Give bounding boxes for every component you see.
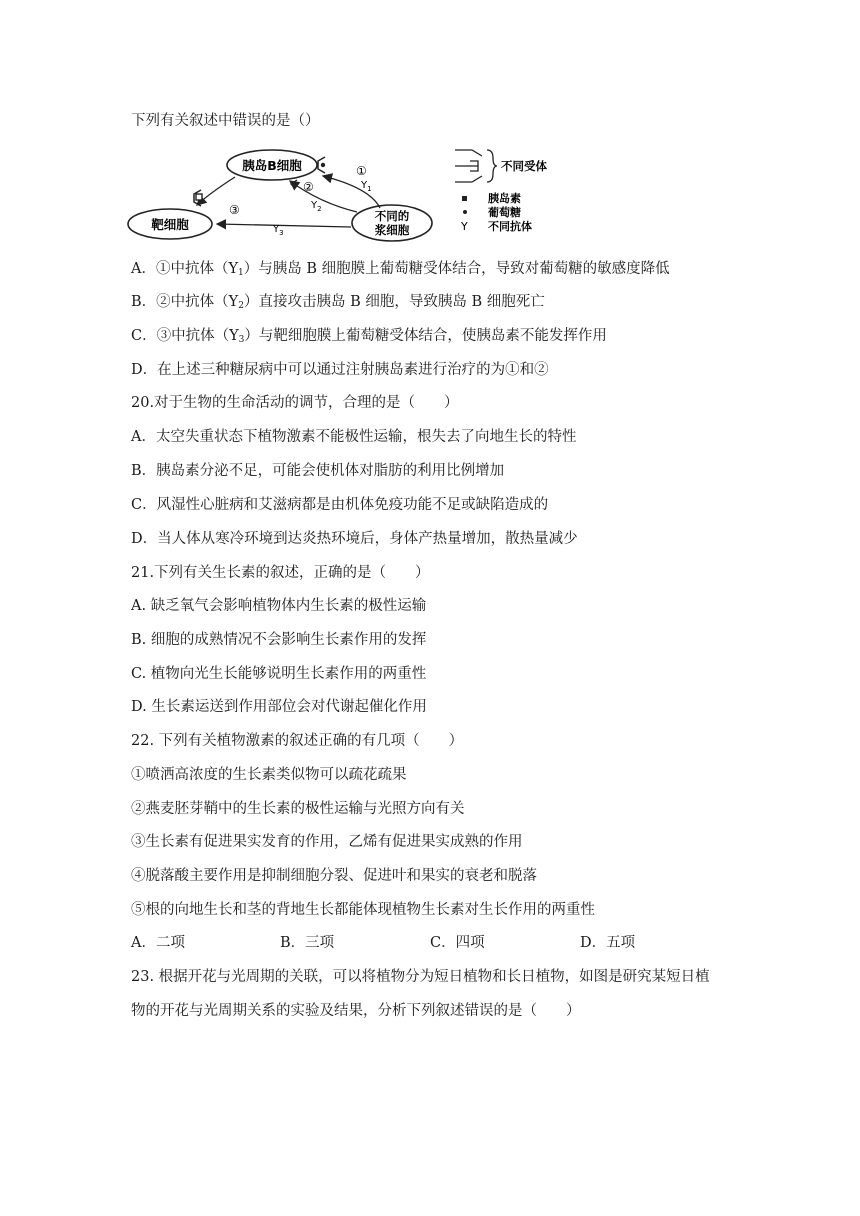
legend: [455, 150, 547, 233]
legend-insulin: 胰岛素: [488, 192, 521, 205]
q21-option-b: B. 细胞的成熟情况不会影响生长素作用的发挥: [131, 632, 427, 648]
q20-option-b: B．胰岛素分泌不足，可能会使机体对脂肪的利用比例增加: [131, 463, 505, 479]
q22-option-a: A．二项: [131, 935, 185, 951]
legend-glucose-symbol: [463, 210, 467, 214]
y2-label: $Y_2$: [311, 200, 322, 213]
q21-option-a: A. 缺乏氧气会影响植物体内生长素的极性运输: [131, 598, 427, 614]
glucose-dot: [321, 163, 325, 167]
arrow-y2: [290, 181, 357, 212]
b-cell-label: 胰岛B细胞: [242, 158, 302, 173]
target-cell-label: 靶细胞: [151, 217, 189, 232]
q20-option-c: C．风湿性心脏病和艾滋病都是由机体免疫功能不足或缺陷造成的: [131, 497, 549, 513]
mark-2: ②: [303, 180, 314, 194]
plasma-cell-label-2: 浆细胞: [374, 223, 410, 237]
arrow-y3: [217, 224, 351, 227]
q20-option-a: A．太空失重状态下植物激素不能极性运输，根失去了向地生长的特性: [131, 429, 577, 445]
arrow-insulin: [197, 177, 235, 205]
q22-statement-1: ①喷洒高浓度的生长素类似物可以疏花疏果: [131, 767, 407, 783]
q19-option-b: B．②中抗体$(Y_2)$直接攻击胰岛 B 细胞，导致胰岛 B 细胞死亡: [131, 294, 545, 311]
q20-stem: 20.对于生物的生命活动的调节，合理的是（ ）: [131, 395, 459, 411]
q21-option-c: C. 植物向光生长能够说明生长素作用的两重性: [131, 666, 427, 682]
q21-stem: 21.下列有关生长素的叙述，正确的是（ ）: [131, 565, 430, 581]
y1-label: $Y_1$: [361, 180, 372, 193]
legend-glucose: 葡萄糖: [488, 206, 521, 219]
q19-option-c: C．③中抗体$(Y_3)$与靶细胞膜上葡萄糖受体结合，使胰岛素不能发挥作用: [131, 328, 607, 345]
q22-statement-4: ④脱落酸主要作用是抑制细胞分裂、促进叶和果实的衰老和脱落: [131, 868, 537, 884]
plasma-cell-label-1: 不同的: [374, 209, 410, 223]
legend-antibody-symbol: Y: [461, 220, 468, 233]
q22-statement-3: ③生长素有促进果实发育的作用，乙烯有促进果实成熟的作用: [131, 834, 523, 850]
diabetes-mechanism-diagram: [125, 148, 595, 248]
legend-receptor: 不同受体: [501, 159, 547, 173]
q21-option-d: D. 生长素运送到作用部位会对代谢起催化作用: [131, 699, 427, 715]
q22-option-d: D．五项: [580, 935, 636, 951]
y3-label: $Y_3$: [273, 224, 284, 237]
legend-antibody: 不同抗体: [488, 220, 532, 233]
q22-option-c: C．四项: [430, 935, 485, 951]
mark-1: ①: [356, 164, 367, 178]
q20-option-d: D．当人体从寒冷环境到达炎热环境后，身体产热量增加，散热量减少: [131, 531, 578, 547]
q22-statement-5: ⑤根的向地生长和茎的背地生长都能体现植物生长素对生长作用的两重性: [131, 902, 595, 918]
mark-3: ③: [229, 203, 240, 217]
q19-option-d: D．在上述三种糖尿病中可以通过注射胰岛素进行治疗的为①和②: [131, 362, 549, 378]
q22-statement-2: ②燕麦胚芽鞘中的生长素的极性运输与光照方向有关: [131, 801, 465, 817]
q22-option-b: B．三项: [280, 935, 335, 951]
question-intro: 下列有关叙述中错误的是（）: [131, 113, 320, 129]
q23-stem-line-2: 物的开花与光周期关系的实验及结果，分析下列叙述错误的是（ ）: [131, 1003, 581, 1019]
q22-stem: 22. 下列有关植物激素的叙述正确的有几项（ ）: [131, 733, 464, 749]
legend-insulin-symbol: [462, 196, 467, 201]
q19-option-a: A．①中抗体$(Y_1)$与胰岛 B 细胞膜上葡萄糖受体结合，导致对葡萄糖的敏感度降低: [131, 261, 670, 278]
q23-stem-line-1: 23. 根据开花与光周期的关联，可以将植物分为短日植物和长日植物，如图是研究某短日植: [131, 969, 710, 985]
insulin-square: [196, 194, 202, 200]
